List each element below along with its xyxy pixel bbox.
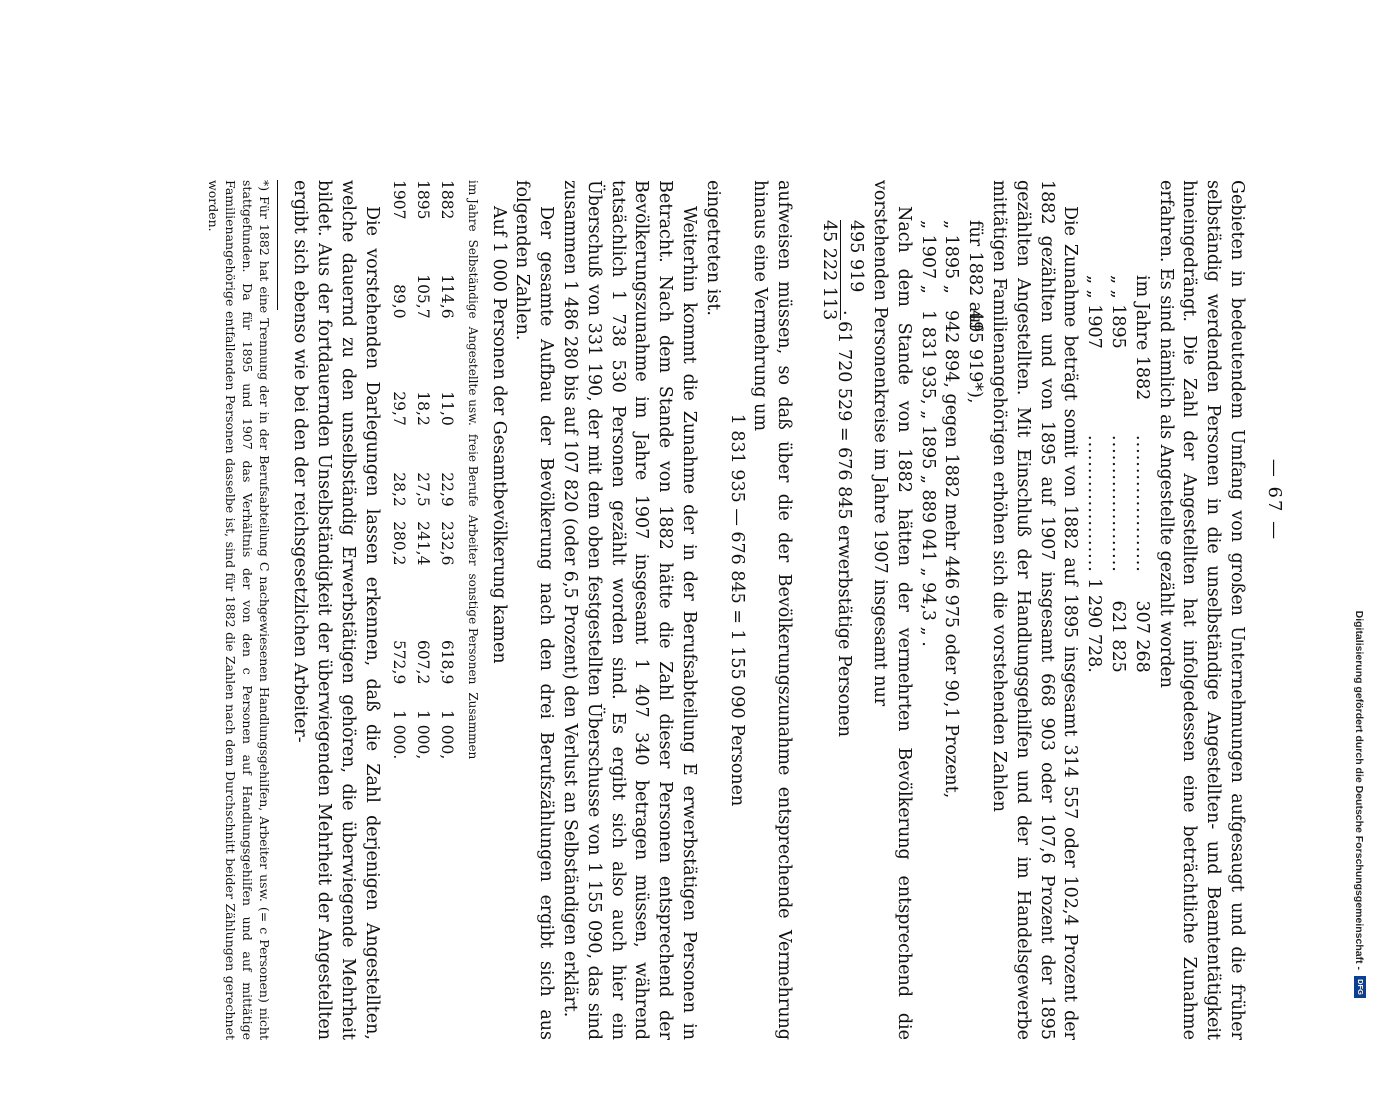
list-item-label: im Jahre 1882 — [1131, 275, 1152, 401]
table-cell: 1882 — [438, 180, 457, 220]
paragraph-5: eingetreten ist. — [702, 180, 723, 316]
table-cell: 114,6 — [438, 274, 457, 319]
list-item-value: 307 268 — [1131, 600, 1152, 673]
list-item-value: 1 831 935, „ 1895 „ 889 041 „ 94,3 „ . — [917, 310, 938, 647]
list-item-label: „ 1895 „ — [941, 220, 962, 294]
column-header: Arbeiter — [465, 514, 480, 566]
employees-count-list — [1081, 180, 1152, 1040]
table-cell: 1 000, — [438, 709, 457, 760]
table-cell: 11,0 — [438, 391, 457, 426]
fraction-denominator: 45 222 113 — [816, 220, 841, 320]
signature-mark — [0, 1072, 3, 1100]
paragraph-1: Gebieten in bedeutendem Umfang von großen Unternehmungen aufgesaugt und die früher selbständig werdenden Personen in die unselbständige Angestellten- und Beamtentätigkeit hineingedrängt. Die Zahl der Angestellten hat infolgedessen eine beträchtliche Zunahme erfahren. Es sind nämlich als Angestellte gezählt worden — [1155, 180, 1247, 1040]
paragraph-7: Der gesamte Aufbau der Bevölkerung nach den drei Berufszählungen ergibt sich aus folgenden Zahlen. — [512, 180, 557, 1040]
paragraph-4: aufweisen müssen, so daß über die der Bevölkerungszunahme entsprechende Vermehrung hinaus eine Vermehrung um — [750, 180, 795, 1040]
including-clerks-list — [915, 180, 986, 1040]
population-structure-table — [387, 180, 484, 767]
table-title: Auf 1 000 Personen der Gesamtbevölkerung kamen — [488, 206, 509, 664]
list-item-label: „ „ 1895 — [1108, 275, 1129, 349]
table-cell: 1 000. — [390, 709, 409, 760]
table-cell: 280,2 — [390, 521, 409, 566]
table-cell: 618,9 — [438, 639, 457, 685]
table-cell: 28,2 — [390, 472, 409, 507]
calculation-result: · 61 720 529 = 676 845 erwerbstätige Personen — [834, 310, 855, 737]
dfg-logo: DFG — [1354, 976, 1366, 998]
column-header: Zusammen — [465, 692, 480, 760]
table-row — [434, 180, 458, 767]
list-item — [1129, 275, 1153, 1040]
footnote: *) Für 1882 hat eine Trennung der in der Berufsabteilung C nachgewiesenen Handlungsgehilfen, Arbeiter usw. (= c Personen) nicht stattgefunden. Da für 1895 und 1907 das Verhältnis der von den c Personen auf Handlungsgehilfen und auf mittätige Familienangehörige entfallenden Personen dasselbe ist, sind für 1882 die Zahlen nach dem Durchschnitt beider Zählungen gerechnet worden. — [205, 180, 272, 1040]
column-header: freie Berufe — [465, 433, 480, 507]
list-item-label: für 1882 auf — [965, 220, 986, 330]
column-header: im Jahre — [465, 180, 480, 232]
page-body — [205, 180, 1248, 1040]
table-cell: 1907 — [390, 180, 409, 220]
table-row — [411, 180, 435, 767]
table-header-row — [458, 180, 484, 767]
digitization-credit — [1346, 0, 1368, 1000]
table-cell: 18,2 — [414, 391, 433, 426]
table-row — [387, 180, 411, 767]
list-item — [1105, 275, 1129, 1040]
table-cell: 1 000, — [414, 709, 433, 760]
column-header: sonstige Personen — [465, 573, 480, 685]
fraction-numerator: 495 919 — [846, 220, 867, 293]
table-cell: 105,7 — [414, 274, 433, 319]
table-cell: 241,4 — [414, 521, 433, 566]
list-item-value: 1 290 728. — [1084, 578, 1105, 673]
table-cell: 29,7 — [390, 391, 409, 426]
column-header: Angestellte usw. — [465, 326, 480, 426]
table-cell: 27,5 — [414, 472, 433, 507]
paragraph-6: Weiterhin kommt die Zunahme der in der Berufsabteilung E erwerbstätigen Personen in Betracht. Nach dem Stande von 1882 hätte die Zahl dieser Personen entsprechend der Bevölkerungszunahme im Jahre 1907 insgesamt 1 407 340 betragen müssen, während tatsächlich 1 738 530 Personen gezählt worden sind. Es ergibt sich also auch hier ein Überschuß von 331 190, der mit dem oben festgestellten Überschusse von 1 155 090, das sind zusammen 1 486 280 bis auf 107 820 (oder 6,5 Prozent) den Verlust an Selbständigen erklärt. — [560, 180, 700, 1040]
list-item-value: 621 825 — [1108, 600, 1129, 673]
list-item-value: 495 919*), — [965, 310, 986, 404]
paragraph-8: Die vorstehenden Darlegungen lassen erkennen, daß die Zahl derjenigen Angestellten, welche dauernd zu den unselbständig Erwerbstätigen gehören, die überwiegende Mehrheit bildet. Aus der fortdauernden Unselbständigkeit der überwiegenden Mehrheit der Angestellten ergibt sich ebenso wie bei den der reichsgesetzlichen Arbeiter- — [290, 180, 382, 1040]
list-item-label: „ 1907 „ — [917, 220, 938, 294]
equation-line: 1 831 935 — 676 845 = 1 155 090 Personen — [726, 413, 747, 807]
table-cell: 607,2 — [414, 639, 433, 685]
paragraph-2: Die Zunahme beträgt somit von 1882 auf 1895 insgesamt 314 557 oder 102,4 Prozent der 1882 gezählten und von 1895 auf 1907 insgesamt 668 903 oder 107,6 Prozent der 1895 gezählten Angestellten. Mit Einschluß der Handlungsgehilfen und der im Handelsgewerbe mittätigen Familienangehörigen erhöhen sich die vorstehenden Zahlen — [989, 180, 1081, 1040]
list-item — [1081, 275, 1105, 1040]
leader-dots: ..................... — [1131, 435, 1152, 573]
list-item-value: 942 894, gegen 1882 mehr 446 975 oder 90,1 Prozent, — [941, 310, 962, 799]
table-cell: 232,6 — [438, 521, 457, 566]
table-cell: 572,9 — [390, 639, 409, 685]
leader-dots: ..................... — [1108, 435, 1129, 573]
list-item — [962, 220, 986, 1040]
footnote-divider — [277, 180, 278, 310]
column-header: Selbständige — [465, 239, 480, 319]
list-item — [915, 220, 939, 1040]
table-cell: 22,9 — [438, 472, 457, 507]
leader-dots: ..................... — [1084, 435, 1105, 573]
paragraph-3: Nach dem Stande von 1882 hätten der vermehrten Bevölkerung entsprechend die vorstehenden Personenkreise im Jahre 1907 insgesamt nur — [870, 180, 914, 1040]
page-number: — 67 — — [1264, 458, 1285, 542]
fraction-calculation — [795, 180, 867, 1040]
table-cell: 1895 — [414, 180, 433, 220]
list-item-label: „ „ 1907 — [1084, 275, 1105, 349]
credit-text: Digitalisierung gefördert durch die Deutsche Forschungsgemeinschaft - — [1353, 610, 1365, 970]
table-cell: 89,0 — [390, 284, 409, 319]
list-item — [939, 220, 963, 1040]
